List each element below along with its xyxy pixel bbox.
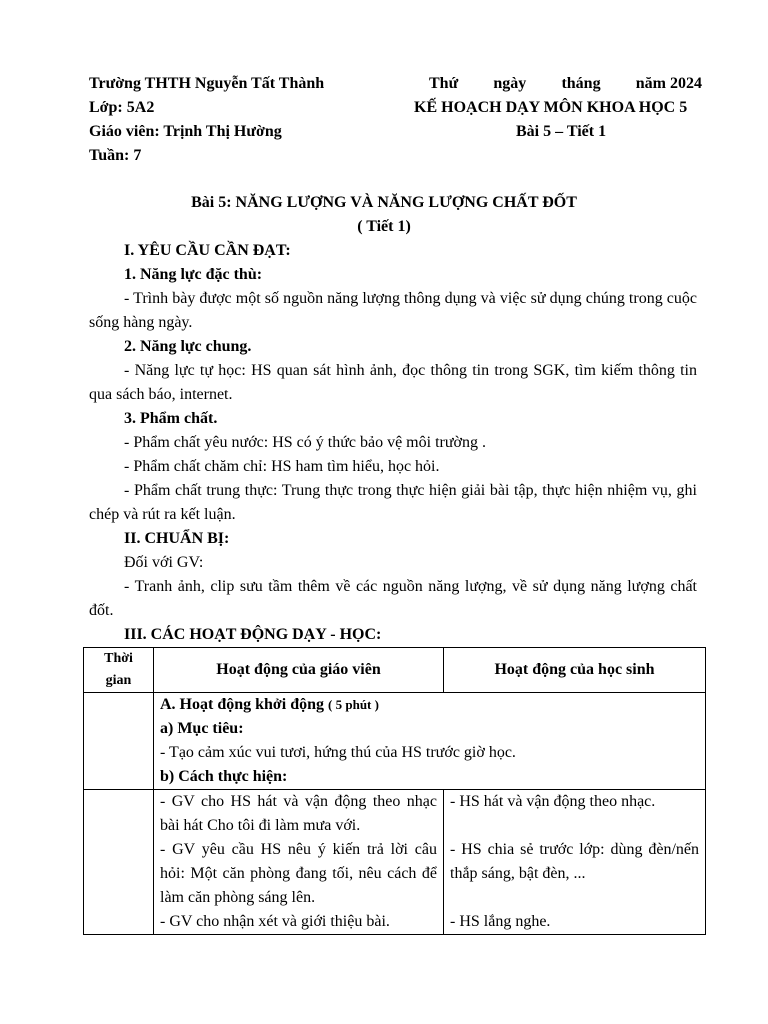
section-1-heading: I. YÊU CẦU CẦN ĐẠT:: [124, 242, 291, 259]
school-name: Trường THTH Nguyễn Tất Thành: [89, 75, 325, 92]
student-step: - HS hát và vận động theo nhạc.: [450, 793, 656, 810]
section-1-3-heading: 3. Phẩm chất.: [124, 410, 218, 427]
student-column-header: Hoạt động của học sinh: [444, 648, 706, 693]
section-1-2-heading: 2. Năng lực chung.: [124, 338, 252, 355]
week-number: Tuần: 7: [89, 147, 142, 164]
method-heading: b) Cách thực hiện:: [160, 768, 288, 785]
quality-item-patriotism: - Phẩm chất yêu nước: HS có ý thức bảo vệ môi trường .: [124, 434, 486, 451]
lesson-title: Bài 5: NĂNG LƯỢNG VÀ NĂNG LƯỢNG CHẤT ĐỐT: [191, 194, 577, 211]
teacher-name: Giáo viên: Trịnh Thị Hường: [89, 123, 282, 140]
objective-text: - Tạo cảm xúc vui tươi, hứng thú của HS trước giờ học.: [160, 744, 516, 761]
activity-table: [83, 647, 706, 935]
teacher-step: - GV cho HS hát và vận động theo nhạc bài hát Cho tôi đi làm mưa với.: [160, 793, 437, 834]
class-name: Lớp: 5A2: [89, 99, 155, 116]
date-month: tháng: [561, 75, 601, 92]
objective-heading: a) Mục tiêu:: [160, 720, 244, 737]
section-2-subheading: Đối với GV:: [124, 554, 204, 571]
table-header-row: [84, 648, 706, 693]
plan-title: KẾ HOẠCH DẠY MÔN KHOA HỌC 5: [414, 99, 688, 116]
teacher-column-header: Hoạt động của giáo viên: [154, 648, 444, 693]
student-step: - HS lắng nghe.: [450, 913, 551, 930]
date-date: ngày: [493, 75, 527, 92]
table-row: [84, 790, 706, 935]
quality-item-diligence: - Phẩm chất chăm chỉ: HS ham tìm hiểu, học hỏi.: [124, 458, 440, 475]
activity-a-cell: [154, 693, 706, 790]
time-cell: [84, 790, 154, 935]
lesson-period: ( Tiết 1): [357, 218, 411, 235]
time-column-header: Thời gian: [84, 648, 154, 693]
activity-a-duration: ( 5 phút ): [328, 697, 379, 712]
time-cell: [84, 693, 154, 790]
teacher-step: - GV yêu cầu HS nêu ý kiến trả lời câu hỏi: Một căn phòng đang tối, nêu cách để làm căn phòng sáng lên.: [160, 841, 437, 906]
date-line: [429, 72, 702, 96]
section-1-1-heading: 1. Năng lực đặc thù:: [124, 266, 263, 283]
date-day: Thứ: [429, 75, 459, 92]
lesson-reference: Bài 5 – Tiết 1: [516, 123, 607, 140]
date-year: năm 2024: [635, 75, 702, 92]
section-3-heading: III. CÁC HOẠT ĐỘNG DẠY - HỌC:: [124, 626, 382, 643]
section-1-2-text: - Năng lực tự học: HS quan sát hình ảnh, đọc thông tin trong SGK, tìm kiếm thông tin qua sách báo, internet.: [89, 362, 697, 403]
teacher-step: - GV cho nhận xét và giới thiệu bài.: [160, 913, 390, 930]
section-2-text: - Tranh ảnh, clip sưu tầm thêm về các nguồn năng lượng, về sử dụng năng lượng chất đốt.: [89, 578, 697, 619]
section-2-heading: II. CHUẨN BỊ:: [124, 530, 230, 547]
student-step: - HS chia sẻ trước lớp: dùng đèn/nến thắp sáng, bật đèn, ...: [450, 841, 699, 882]
activity-a-title: A. Hoạt động khởi động: [160, 696, 325, 713]
teacher-activity-cell: [154, 790, 444, 935]
quality-item-honesty: - Phẩm chất trung thực: Trung thực trong thực hiện giải bài tập, thực hiện nhiệm vụ, ghi chép và rút ra kết luận.: [89, 482, 697, 523]
section-1-1-text: - Trình bày được một số nguồn năng lượng thông dụng và việc sử dụng chúng trong cuộc sống hàng ngày.: [89, 290, 697, 331]
student-activity-cell: [444, 790, 706, 935]
table-row: [84, 693, 706, 790]
